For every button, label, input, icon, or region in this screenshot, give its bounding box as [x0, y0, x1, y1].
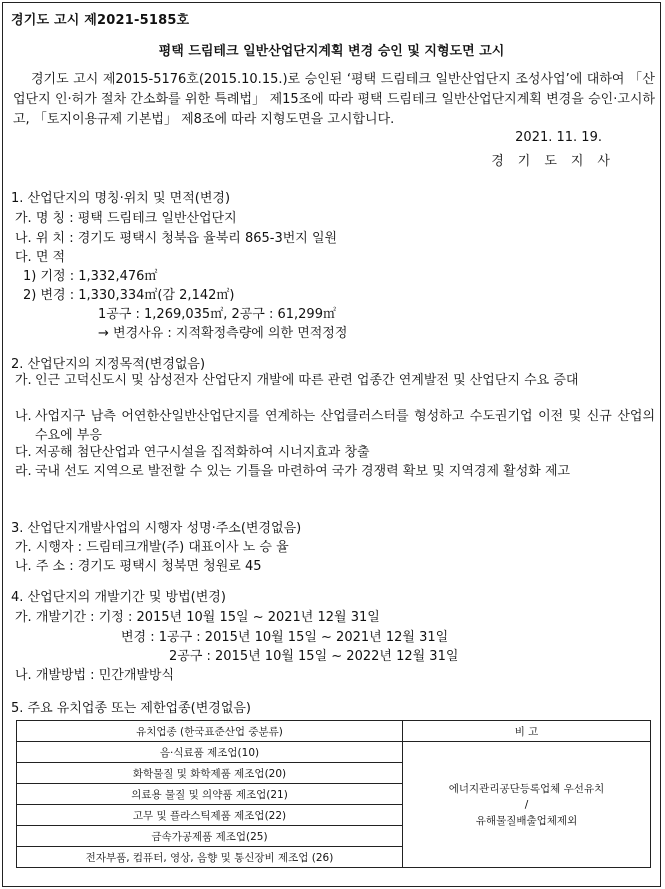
table-header-industry: 유치업종 (한국표준산업 중분류)	[17, 721, 403, 742]
industry-cell: 화학물질 및 화학제품 제조업(20)	[17, 763, 403, 784]
section-2-item-3	[15, 443, 655, 462]
table-header-remarks: 비 고	[403, 721, 651, 742]
section-4-period-changed-1: 변경 : 1공구 : 2015년 10월 15일 ~ 2021년 12월 31일	[121, 630, 449, 645]
notice-date: 2021. 11. 19.	[515, 130, 602, 145]
section-5-heading: 5. 주요 유치업종 또는 제한업종(변경없음)	[11, 701, 252, 716]
notice-number: 경기도 고시 제2021-5185호	[11, 13, 190, 28]
industry-table	[16, 720, 651, 868]
intro-paragraph	[13, 70, 655, 130]
item-label: 나.	[15, 409, 32, 424]
section-1-change-reason: → 변경사유 : 지적확정측량에 의한 면적정정	[98, 326, 348, 341]
signer: 경기도지사	[491, 154, 624, 169]
section-1-area-breakdown: 1공구 : 1,269,035㎡, 2공구 : 61,299㎡	[98, 307, 336, 322]
section-4-period-existing: 가. 개발기간 : 기정 : 2015년 10월 15일 ~ 2021년 12월 31일	[15, 610, 380, 625]
section-3-address: 나. 주 소 : 경기도 평택시 청북면 청원로 45	[15, 559, 262, 574]
remarks-line-1: 에너지관리공단등록업체 우선유치	[448, 782, 605, 795]
industry-cell: 금속가공제품 제조업(25)	[17, 826, 403, 847]
section-1-location: 나. 위 치 : 경기도 평택시 청북읍 율북리 865-3번지 일원	[15, 231, 338, 246]
notice-page	[2, 2, 661, 887]
section-4-method: 나. 개발방법 : 민간개발방식	[15, 668, 175, 683]
item-text: 저공해 첨단산업과 연구시설을 집적화하여 시너지효과 창출	[35, 445, 370, 460]
section-2-item-4	[15, 462, 655, 481]
section-2-item-2	[15, 407, 655, 445]
industry-cell: 전자부품, 컴퓨터, 영상, 음향 및 통신장비 제조업 (26)	[17, 847, 403, 868]
industry-cell: 음·식료품 제조업(10)	[17, 742, 403, 763]
section-1-area-label: 다. 면 적	[15, 250, 66, 265]
industry-cell: 의료용 물질 및 의약품 제조업(21)	[17, 784, 403, 805]
section-1-area-changed: 2) 변경 : 1,330,334㎡(감 2,142㎡)	[23, 288, 235, 303]
section-2-item-1	[15, 371, 655, 390]
section-1-heading: 1. 산업단지의 명칭·위치 및 면적(변경)	[11, 191, 231, 206]
section-1-name: 가. 명 칭 : 평택 드림테크 일반산업단지	[15, 211, 237, 226]
section-3-heading: 3. 산업단지개발사업의 시행자 성명·주소(변경없음)	[11, 521, 302, 536]
remarks-separator: /	[524, 798, 529, 811]
remarks-cell	[403, 742, 651, 868]
item-text: 사업지구 남측 어연한산일반산업단지를 연계하는 산업클러스터를 형성하고 수도권기업 이전 및 신규 산업의 수요에 부응	[35, 409, 655, 443]
item-label: 라.	[15, 464, 32, 479]
table-header-row	[17, 721, 651, 742]
section-3-operator: 가. 시행자 : 드림테크개발(주) 대표이사 노 승 율	[15, 540, 289, 555]
remarks-line-2: 유해물질배출업체제외	[475, 814, 578, 827]
item-text: 인근 고덕신도시 및 삼성전자 산업단지 개발에 따른 관련 업종간 연계발전 및 산업단지 수요 증대	[35, 373, 579, 388]
item-label: 가.	[15, 373, 32, 388]
table-row	[17, 742, 651, 763]
intro-text: 경기도 고시 제2015-5176호(2015.10.15.)로 승인된 ‘평택 드림테크 일반산업단지 조성사업’에 대하여 「산업단지 인·허가 절차 간소화를 위한 특례법」 제15조에 따라 평택 드림테크 일반산업단지계획 변경을 승인·고시하고, 「토지이용규제 기본법」 제8조에 따라 지형도면을 고시합니다.	[13, 72, 655, 127]
item-label: 다.	[15, 445, 32, 460]
section-4-heading: 4. 산업단지의 개발기간 및 방법(변경)	[11, 590, 226, 605]
industry-cell: 고무 및 플라스틱제품 제조업(22)	[17, 805, 403, 826]
section-2-heading: 2. 산업단지의 지정목적(변경없음)	[11, 357, 206, 372]
notice-title: 평택 드림테크 일반산업단지계획 변경 승인 및 지형도면 고시	[158, 44, 505, 59]
section-1-area-existing: 1) 기정 : 1,332,476㎡	[23, 269, 158, 284]
item-text: 국내 선도 지역으로 발전할 수 있는 기틀을 마련하여 국가 경쟁력 확보 및 지역경제 활성화 제고	[35, 464, 571, 479]
section-4-period-changed-2: 2공구 : 2015년 10월 15일 ~ 2022년 12월 31일	[169, 649, 459, 664]
